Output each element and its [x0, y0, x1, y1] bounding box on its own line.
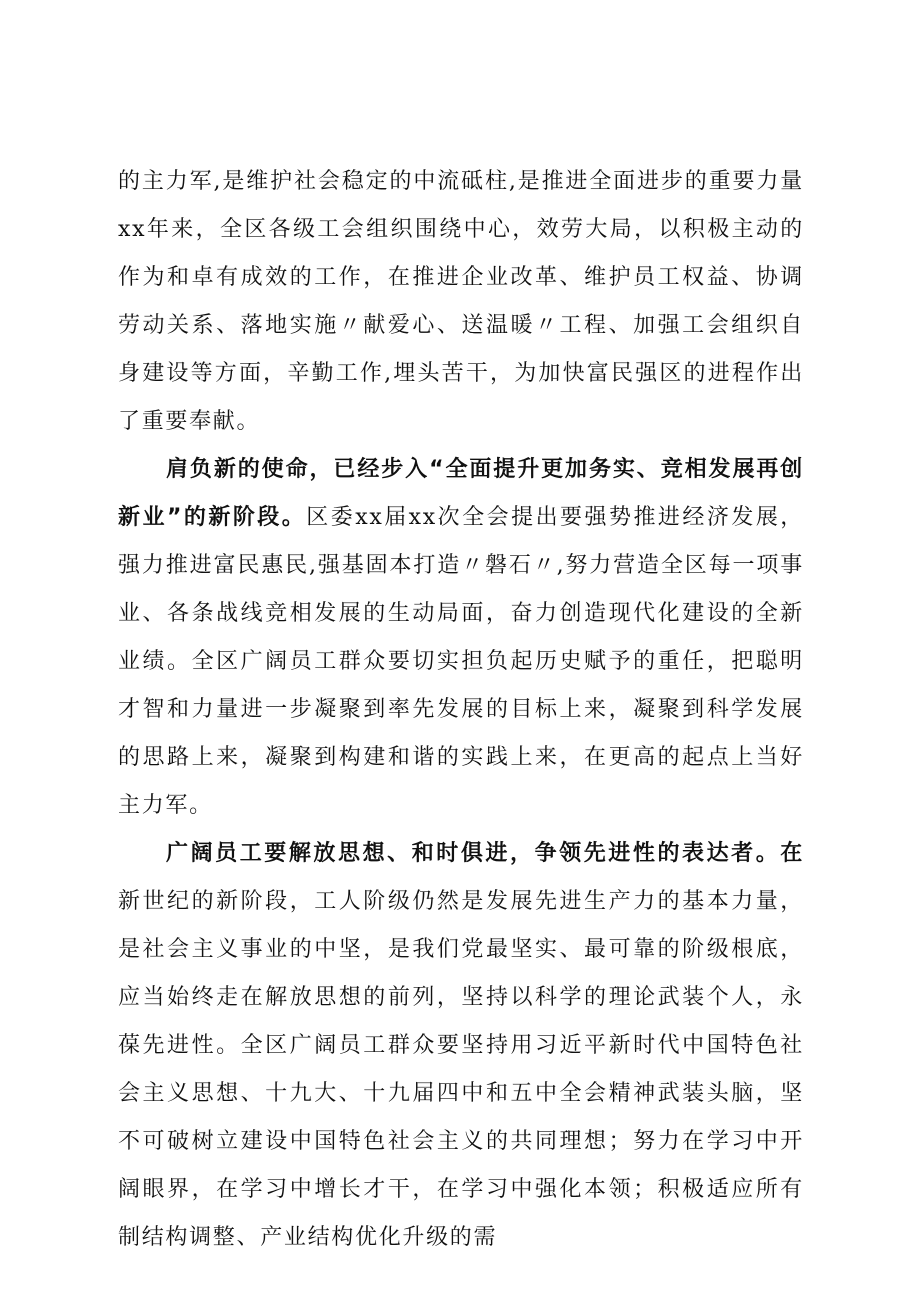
paragraph-3-text: 新世纪的新阶段，工人阶级仍然是发展先进生产力的基本力量，是社会主义事业的中坚，是我们党最坚实、最可靠的阶级根底，应当始终走在解放思想的前列，坚持以科学的理论武装个人，永葆先进性。全区广阔员工群众要坚持用习近平新时代中国特色社会主义思想、十九大、十九届四中和五中全会精神武装头脑，坚不可破树立建设中国特色社会主义的共同理想；努力在学习中开阔眼界，在学习中增长才干，在学习中强化本领；积极适应所有制结构调整、产业结构优化升级的需	[118, 889, 804, 1250]
paragraph-3-lead: 广阔员工要解放思想、和时俱进，争领先进性的表达者。在	[166, 841, 804, 866]
paragraph-1-text: 的主力军,是维护社会稳定的中流砥柱,是推进全面进步的重要力量xx年来，全区各级工会组织围绕中心，效劳大局，以积极主动的作为和卓有成效的工作，在推进企业改革、维护员工权益、协调劳动关系、落地实施〃献爱心、送温暖〃工程、加强工会组织自身建设等方面，辛勤工作,埋头苦干，为加快富民强区的进程作出了重要奉献。	[118, 169, 804, 434]
paragraph-2-text: 区委xx届xx次全会提出要强势推进经济发展，强力推进富民惠民,强基固本打造〃磐石〃,努力营造全区每一项事业、各条战线竞相发展的生动局面，奋力创造现代化建设的全新业绩。全区广阔员工群众要切实担负起历史赋予的重任，把聪明才智和力量进一步凝聚到率先发展的目标上来，凝聚到科学发展的思路上来，凝聚到构建和谐的实践上来，在更高的起点上当好主力军。	[118, 505, 805, 818]
paragraph-1	[118, 158, 804, 446]
paragraph-2	[118, 446, 804, 830]
paragraph-2-lead: 肩负新的使命，已经步入“全面提升更加务实、竞相发展再创新业”的新阶段。	[118, 457, 804, 530]
paragraph-3	[118, 830, 804, 1262]
document-body	[118, 158, 804, 1262]
